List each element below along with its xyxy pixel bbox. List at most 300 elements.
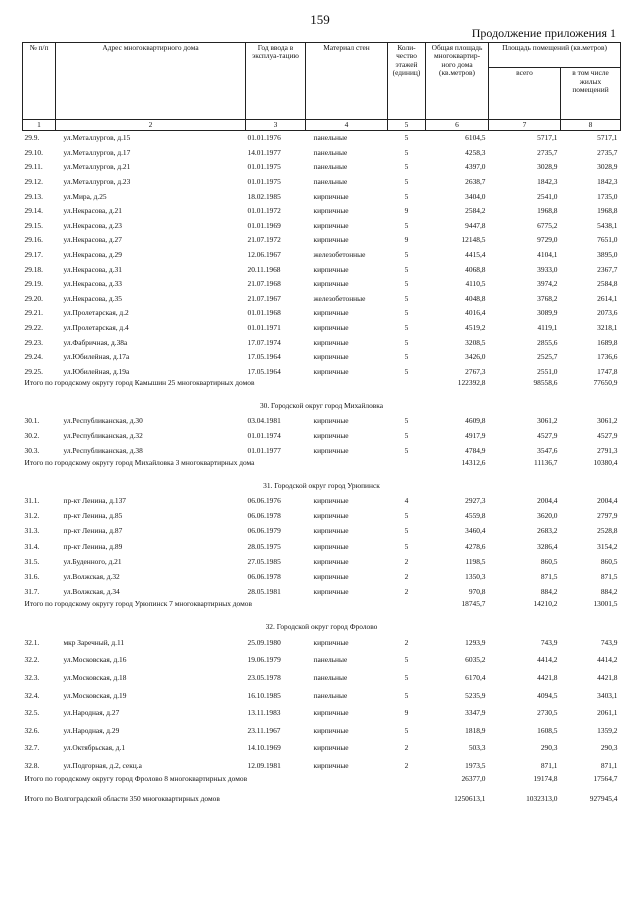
row-floors: 2 — [404, 556, 409, 566]
section-heading: 31. Городской округ город Урюпинск — [263, 480, 380, 490]
row-total-area: 4110,5 — [465, 279, 486, 289]
row-number: 29.15. — [24, 220, 43, 230]
row-year: 01.01.1972 — [247, 206, 281, 216]
row-total-area: 6104,5 — [465, 133, 486, 143]
row-year: 25.09.1980 — [247, 637, 281, 647]
row-area-all: 3974,2 — [537, 279, 558, 289]
table-row — [23, 757, 621, 775]
row-material: кирпичные — [313, 220, 349, 230]
row-area-residential: 1747,8 — [597, 366, 618, 376]
table-row — [23, 219, 621, 234]
row-material: кирпичные — [313, 446, 349, 456]
row-address: пр-кт Ленина, д.87 — [63, 526, 123, 536]
row-area-residential: 2004,4 — [597, 495, 618, 505]
housing-table-sheet — [22, 42, 620, 815]
appendix-note: Продолжение приложения 1 — [471, 26, 616, 40]
row-material: панельные — [313, 147, 348, 157]
row-material: кирпичные — [313, 510, 349, 520]
row-area-residential: 3895,0 — [597, 250, 618, 260]
row-address: пр-кт Ленина, д.85 — [63, 510, 123, 520]
row-total-area: 4397,0 — [465, 162, 486, 172]
row-address: ул.Волжская, д.34 — [63, 587, 120, 597]
row-area-all: 3620,0 — [537, 510, 558, 520]
row-material: кирпичные — [313, 761, 349, 771]
row-year: 03.04.1981 — [247, 415, 281, 425]
table-row — [23, 585, 621, 600]
row-year: 19.06.1979 — [247, 655, 281, 665]
row-number: 29.14. — [24, 206, 43, 216]
header-total-area: Общая площадь многоквартир-ного дома (кв.метров) — [426, 43, 489, 120]
row-floors: 5 — [404, 264, 409, 274]
table-row — [23, 569, 621, 584]
row-floors: 2 — [404, 761, 409, 771]
row-material: кирпичные — [313, 366, 349, 376]
row-address: ул.Некрасова, д.35 — [63, 293, 122, 303]
row-address: ул.Народная, д.29 — [63, 725, 120, 735]
row-area-all: 3089,9 — [537, 308, 558, 318]
row-number: 32.3. — [24, 673, 40, 683]
row-area-all: 1608,5 — [537, 725, 558, 735]
row-material: панельные — [313, 690, 348, 700]
table-row — [23, 704, 621, 722]
header-residential: в том числе жилых помещений — [561, 68, 621, 120]
row-area-all: 3768,2 — [537, 293, 558, 303]
row-year: 20.11.1968 — [247, 264, 281, 274]
row-floors: 2 — [404, 637, 409, 647]
row-area-residential: 7651,0 — [597, 235, 618, 245]
row-area-all: 2735,7 — [537, 147, 558, 157]
row-year: 01.01.1974 — [247, 431, 281, 441]
row-area-residential: 1968,8 — [597, 206, 618, 216]
row-area-all: 4421,8 — [537, 673, 558, 683]
row-total-area: 6035,2 — [465, 655, 486, 665]
row-total-area: 3347,9 — [465, 708, 486, 718]
row-total-area: 4258,3 — [465, 147, 486, 157]
row-area-all: 2004,4 — [537, 495, 558, 505]
total-area: 26377,0 — [461, 774, 486, 783]
row-address: ул.Буденного, д.21 — [63, 556, 122, 566]
row-address: ул.Металлургов, д.15 — [63, 133, 131, 143]
row-floors: 5 — [404, 526, 409, 536]
total-area-residential: 17564,7 — [593, 774, 618, 783]
row-address: ул.Металлургов, д.17 — [63, 147, 131, 157]
row-area-residential: 290,3 — [600, 743, 618, 753]
table-row — [23, 669, 621, 687]
row-area-all: 860,5 — [540, 556, 558, 566]
row-number: 29.13. — [24, 191, 43, 201]
row-area-all: 3286,4 — [537, 541, 558, 551]
row-total-area: 3460,4 — [465, 526, 486, 536]
column-number: 6 — [426, 120, 489, 131]
row-area-all: 5717,1 — [537, 133, 558, 143]
row-number: 30.3. — [24, 446, 40, 456]
table-row — [23, 740, 621, 758]
table-row — [23, 321, 621, 336]
row-floors: 4 — [404, 495, 409, 505]
row-area-residential: 3028,9 — [597, 162, 618, 172]
table-row — [23, 539, 621, 554]
header-num: № п/п — [23, 43, 56, 120]
row-address: пр-кт Ленина, д.137 — [63, 495, 126, 505]
row-year: 27.05.1985 — [247, 556, 281, 566]
row-floors: 5 — [404, 431, 409, 441]
row-floors: 5 — [404, 308, 409, 318]
row-material: кирпичные — [313, 637, 349, 647]
row-material: кирпичные — [313, 279, 349, 289]
column-number: 8 — [561, 120, 621, 131]
row-floors: 5 — [404, 366, 409, 376]
row-number: 32.6. — [24, 725, 40, 735]
row-floors: 5 — [404, 725, 409, 735]
row-year: 18.02.1985 — [247, 191, 281, 201]
total-row — [23, 459, 621, 479]
row-year: 01.01.1975 — [247, 177, 281, 187]
row-area-residential: 2735,7 — [597, 147, 618, 157]
total-label: Итого по Волгоградской области 350 многоквартирных домов — [24, 794, 220, 803]
table-row — [23, 248, 621, 263]
row-year: 28.05.1981 — [247, 587, 281, 597]
table-row — [23, 524, 621, 539]
header-address: Адрес многоквартирного дома — [56, 43, 246, 120]
header-material: Материал стен — [306, 43, 388, 120]
row-area-all: 2551,0 — [537, 366, 558, 376]
table-row — [23, 306, 621, 321]
row-address: ул.Пролетарская, д.4 — [63, 323, 129, 333]
column-number: 4 — [306, 120, 388, 131]
row-number: 29.10. — [24, 147, 43, 157]
row-material: кирпичные — [313, 308, 349, 318]
row-total-area: 4559,8 — [465, 510, 486, 520]
row-number: 31.6. — [24, 572, 40, 582]
row-floors: 9 — [404, 206, 409, 216]
table-row — [23, 554, 621, 569]
table-row — [23, 634, 621, 652]
row-address: ул.Мира, д.25 — [63, 191, 107, 201]
row-floors: 5 — [404, 541, 409, 551]
row-total-area: 4609,8 — [465, 415, 486, 425]
row-material: кирпичные — [313, 541, 349, 551]
row-area-residential: 860,5 — [600, 556, 618, 566]
table-row — [23, 277, 621, 292]
row-area-residential: 2367,7 — [597, 264, 618, 274]
row-area-all: 2730,5 — [537, 708, 558, 718]
row-number: 31.5. — [24, 556, 40, 566]
row-area-residential: 1735,0 — [597, 191, 618, 201]
header-all: всего — [489, 68, 561, 120]
row-number: 30.1. — [24, 415, 40, 425]
row-year: 23.05.1978 — [247, 673, 281, 683]
row-address: ул.Республиканская, д.32 — [63, 431, 143, 441]
table-row — [23, 204, 621, 219]
row-total-area: 4917,9 — [465, 431, 486, 441]
row-material: кирпичные — [313, 572, 349, 582]
row-floors: 5 — [404, 690, 409, 700]
row-number: 29.17. — [24, 250, 43, 260]
row-number: 29.21. — [24, 308, 43, 318]
row-material: кирпичные — [313, 526, 349, 536]
row-number: 32.1. — [24, 637, 40, 647]
row-floors: 5 — [404, 323, 409, 333]
section-heading: 30. Городской округ город Михайловка — [259, 401, 384, 411]
row-number: 31.1. — [24, 495, 40, 505]
row-area-residential: 3218,1 — [597, 323, 618, 333]
table-row — [23, 292, 621, 307]
row-floors: 5 — [404, 510, 409, 520]
row-total-area: 3404,0 — [465, 191, 486, 201]
section-heading-row — [23, 399, 621, 413]
row-total-area: 1818,9 — [465, 725, 486, 735]
table-row — [23, 335, 621, 350]
row-area-all: 290,3 — [540, 743, 558, 753]
row-area-all: 4414,2 — [537, 655, 558, 665]
row-year: 17.05.1964 — [247, 366, 281, 376]
row-address: ул.Республиканская, д.38 — [63, 446, 143, 456]
row-area-residential: 871,1 — [600, 761, 618, 771]
row-floors: 5 — [404, 279, 409, 289]
row-area-all: 4094,5 — [537, 690, 558, 700]
row-material: кирпичные — [313, 323, 349, 333]
row-address: ул.Юбилейная, д.19а — [63, 366, 130, 376]
section-heading-row — [23, 479, 621, 493]
row-area-residential: 1359,2 — [597, 725, 618, 735]
row-total-area: 4278,6 — [465, 541, 486, 551]
row-number: 32.5. — [24, 708, 40, 718]
row-address: ул.Республиканская, д.30 — [63, 415, 143, 425]
table-row — [23, 687, 621, 705]
row-area-residential: 884,2 — [600, 587, 618, 597]
row-number: 29.20. — [24, 293, 43, 303]
row-material: кирпичные — [313, 743, 349, 753]
row-year: 01.01.1975 — [247, 162, 281, 172]
column-number: 7 — [489, 120, 561, 131]
row-year: 01.01.1968 — [247, 308, 281, 318]
row-address: ул.Некрасова, д.23 — [63, 220, 122, 230]
row-year: 23.11.1967 — [247, 725, 281, 735]
row-total-area: 2584,2 — [465, 206, 486, 216]
row-number: 32.7. — [24, 743, 40, 753]
row-floors: 2 — [404, 572, 409, 582]
row-number: 32.4. — [24, 690, 40, 700]
row-material: панельные — [313, 655, 348, 665]
row-year: 01.01.1977 — [247, 446, 281, 456]
row-area-all: 2683,2 — [537, 526, 558, 536]
row-material: кирпичные — [313, 587, 349, 597]
row-address: ул.Московская, д.16 — [63, 655, 127, 665]
row-address: ул.Фабричная, д.38а — [63, 337, 128, 347]
table-row — [23, 175, 621, 190]
row-area-all: 3028,9 — [537, 162, 558, 172]
total-area-residential: 77650,9 — [593, 379, 618, 388]
row-total-area: 970,8 — [468, 587, 486, 597]
row-address: ул.Юбилейная, д.17а — [63, 352, 130, 362]
total-label: Итого по городскому округу город Урюпинск 7 многоквартирных домов — [24, 600, 252, 609]
row-year: 13.11.1983 — [247, 708, 281, 718]
row-number: 31.2. — [24, 510, 40, 520]
row-area-residential: 2528,8 — [597, 526, 618, 536]
row-floors: 2 — [404, 587, 409, 597]
row-year: 14.01.1977 — [247, 147, 281, 157]
total-area-all: 19174,8 — [533, 774, 558, 783]
total-area: 1250613,1 — [454, 794, 486, 803]
row-address: ул.Некрасова, д.29 — [63, 250, 122, 260]
total-area-residential: 13001,5 — [593, 600, 618, 609]
row-floors: 5 — [404, 133, 409, 143]
row-total-area: 3426,0 — [465, 352, 486, 362]
row-area-all: 871,1 — [540, 761, 558, 771]
row-area-residential: 2073,6 — [597, 308, 618, 318]
row-material: панельные — [313, 162, 348, 172]
row-material: кирпичные — [313, 191, 349, 201]
row-number: 29.24. — [24, 352, 43, 362]
row-total-area: 12148,5 — [461, 235, 486, 245]
total-area-residential: 927945,4 — [589, 794, 618, 803]
table-row — [23, 189, 621, 204]
row-total-area: 4048,8 — [465, 293, 486, 303]
total-row — [23, 775, 621, 795]
row-number: 29.18. — [24, 264, 43, 274]
row-material: кирпичные — [313, 235, 349, 245]
row-area-residential: 1689,8 — [597, 337, 618, 347]
table-row — [23, 428, 621, 443]
total-label: Итого по городскому округу город Михайловка 3 многоквартирных дома — [24, 458, 255, 467]
row-floors: 5 — [404, 352, 409, 362]
row-number: 31.7. — [24, 587, 40, 597]
row-year: 12.06.1967 — [247, 250, 281, 260]
row-material: кирпичные — [313, 264, 349, 274]
row-year: 01.01.1969 — [247, 220, 281, 230]
row-total-area: 1973,5 — [465, 761, 486, 771]
row-area-residential: 2797,9 — [597, 510, 618, 520]
total-area: 122392,8 — [457, 379, 486, 388]
table-row — [23, 146, 621, 161]
header-premises-area: Площадь помещений (кв.метров) — [489, 43, 621, 68]
table-header-row — [23, 43, 621, 68]
row-number: 32.2. — [24, 655, 40, 665]
row-address: ул.Октябрьская, д.1 — [63, 743, 126, 753]
row-total-area: 4784,9 — [465, 446, 486, 456]
row-floors: 5 — [404, 293, 409, 303]
row-area-all: 4119,1 — [537, 323, 558, 333]
section-heading: 32. Городской округ город Фролово — [265, 622, 378, 632]
total-area: 14312,6 — [461, 458, 486, 467]
row-year: 21.07.1972 — [247, 235, 281, 245]
row-total-area: 2927,3 — [465, 495, 486, 505]
column-number: 2 — [56, 120, 246, 131]
row-area-all: 2855,6 — [537, 337, 558, 347]
row-address: ул.Металлургов, д.21 — [63, 162, 131, 172]
row-area-all: 1968,8 — [537, 206, 558, 216]
row-area-residential: 1736,6 — [597, 352, 618, 362]
row-address: ул.Металлургов, д.23 — [63, 177, 131, 187]
row-material: кирпичные — [313, 556, 349, 566]
row-number: 29.9. — [24, 133, 40, 143]
row-year: 14.10.1969 — [247, 743, 281, 753]
table-row — [23, 160, 621, 175]
row-area-residential: 2791,3 — [597, 446, 618, 456]
row-area-residential: 5717,1 — [597, 133, 618, 143]
row-material: железобетонные — [313, 250, 366, 260]
row-address: ул.Московская, д.18 — [63, 673, 127, 683]
row-area-all: 4527,9 — [537, 431, 558, 441]
row-area-residential: 2584,8 — [597, 279, 618, 289]
row-floors: 5 — [404, 220, 409, 230]
total-label: Итого по городскому округу город Камышин 25 многоквартирных домов — [24, 379, 255, 388]
row-floors: 2 — [404, 743, 409, 753]
column-number: 1 — [23, 120, 56, 131]
row-area-residential: 3403,1 — [597, 690, 618, 700]
row-total-area: 1350,3 — [465, 572, 486, 582]
row-address: ул.Народная, д.27 — [63, 708, 120, 718]
row-area-all: 871,5 — [540, 572, 558, 582]
row-year: 17.07.1974 — [247, 337, 281, 347]
row-address: пр-кт Ленина, д.89 — [63, 541, 123, 551]
row-year: 17.05.1964 — [247, 352, 281, 362]
table-body — [23, 131, 621, 815]
total-area-all: 1032313,0 — [526, 794, 558, 803]
row-area-all: 4104,1 — [537, 250, 558, 260]
row-material: кирпичные — [313, 725, 349, 735]
row-total-area: 4415,4 — [465, 250, 486, 260]
column-number: 5 — [388, 120, 426, 131]
row-area-all: 743,9 — [540, 637, 558, 647]
table-row — [23, 508, 621, 523]
row-year: 01.01.1971 — [247, 323, 281, 333]
row-area-residential: 2614,1 — [597, 293, 618, 303]
row-address: мкр Заречный, д.11 — [63, 637, 125, 647]
row-area-residential: 3061,2 — [597, 415, 618, 425]
row-material: кирпичные — [313, 206, 349, 216]
row-floors: 5 — [404, 673, 409, 683]
row-number: 32.8. — [24, 761, 40, 771]
row-area-all: 9729,0 — [537, 235, 558, 245]
row-total-area: 2767,3 — [465, 366, 486, 376]
row-total-area: 2638,7 — [465, 177, 486, 187]
row-total-area: 5235,9 — [465, 690, 486, 700]
row-area-residential: 3154,2 — [597, 541, 618, 551]
row-address: ул.Пролетарская, д.2 — [63, 308, 129, 318]
row-material: панельные — [313, 673, 348, 683]
row-total-area: 4068,8 — [465, 264, 486, 274]
total-area: 18745,7 — [461, 600, 486, 609]
row-number: 29.23. — [24, 337, 43, 347]
row-address: ул.Некрасова, д.21 — [63, 206, 122, 216]
row-floors: 5 — [404, 337, 409, 347]
row-area-residential: 5438,1 — [597, 220, 618, 230]
row-number: 29.19. — [24, 279, 43, 289]
row-number: 31.3. — [24, 526, 40, 536]
row-number: 29.16. — [24, 235, 43, 245]
row-area-residential: 1842,3 — [597, 177, 618, 187]
row-year: 06.06.1976 — [247, 495, 281, 505]
row-total-area: 9447,8 — [465, 220, 486, 230]
row-material: кирпичные — [313, 337, 349, 347]
row-year: 21.07.1967 — [247, 293, 281, 303]
total-area-all: 11136,7 — [534, 458, 558, 467]
row-material: панельные — [313, 133, 348, 143]
row-total-area: 1198,5 — [465, 556, 486, 566]
row-material: кирпичные — [313, 415, 349, 425]
table-row — [23, 413, 621, 428]
header-year: Год ввода в эксплуа-тацию — [246, 43, 306, 120]
row-total-area: 1293,9 — [465, 637, 486, 647]
row-area-residential: 4414,2 — [597, 655, 618, 665]
table-row — [23, 131, 621, 146]
row-year: 06.06.1979 — [247, 526, 281, 536]
row-total-area: 503,3 — [468, 743, 486, 753]
row-number: 29.11. — [24, 162, 43, 172]
row-material: кирпичные — [313, 431, 349, 441]
row-address: ул.Некрасова, д.31 — [63, 264, 122, 274]
